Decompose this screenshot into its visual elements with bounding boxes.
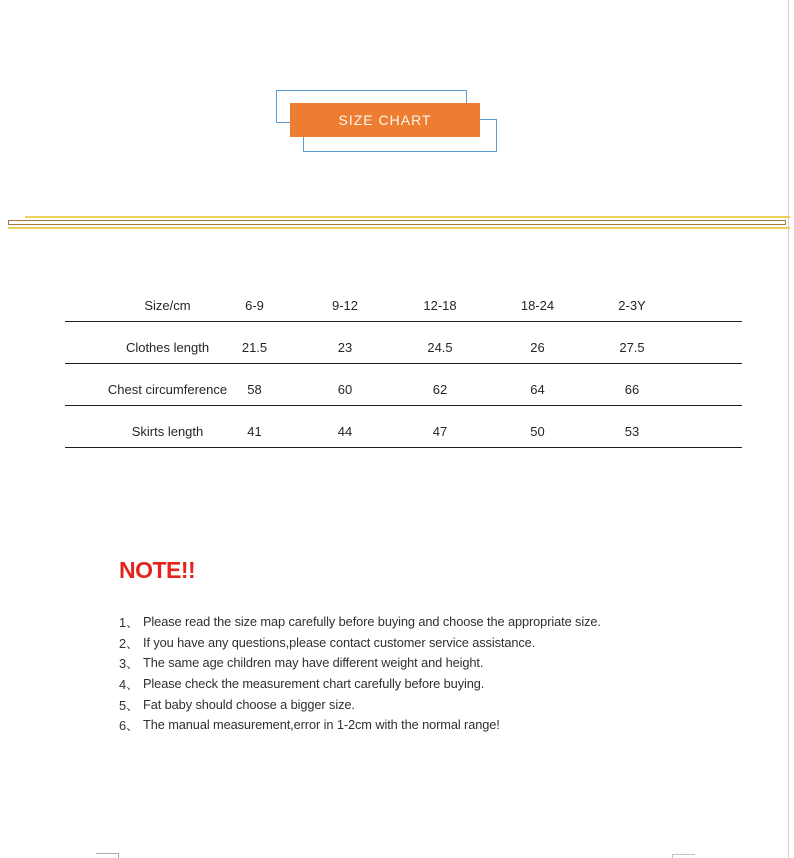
table-cell: 24.5 bbox=[427, 339, 453, 355]
table-cell: 41 bbox=[247, 423, 262, 439]
divider-yellow-line-top bbox=[25, 216, 790, 218]
row-label: Skirts length bbox=[131, 423, 204, 439]
note-item-text: Fat baby should choose a bigger size. bbox=[143, 696, 355, 712]
size-table-col-header: 2-3Y bbox=[618, 297, 646, 313]
table-cell: 47 bbox=[432, 423, 448, 439]
table-cell: 60 bbox=[337, 381, 353, 397]
size-table-col-header: 18-24 bbox=[520, 297, 555, 313]
size-table-col-header: 6-9 bbox=[245, 297, 264, 313]
note-heading: NOTE!! bbox=[119, 557, 196, 583]
size-table-spacer-cell bbox=[678, 321, 742, 363]
size-chart-banner-title: SIZE CHART bbox=[338, 112, 432, 128]
divider-brown-line bbox=[8, 220, 786, 225]
size-table-col-header: 9-12 bbox=[331, 297, 359, 313]
note-list bbox=[119, 611, 679, 735]
row-label: Chest circumference bbox=[107, 381, 228, 397]
table-cell: 23 bbox=[337, 339, 353, 355]
size-table-header-label: Size/cm bbox=[144, 297, 191, 313]
note-item bbox=[119, 632, 679, 653]
note-item-text: Please read the size map carefully before buying and choose the appropriate size. bbox=[143, 613, 601, 629]
bottom-partial-box-left bbox=[96, 853, 119, 858]
size-table-spacer-cell bbox=[678, 363, 742, 405]
table-cell: 64 bbox=[530, 381, 545, 397]
table-cell: 27.5 bbox=[619, 339, 645, 355]
note-item bbox=[119, 652, 679, 673]
table-cell: 58 bbox=[247, 381, 262, 397]
row-label: Clothes length bbox=[125, 339, 210, 355]
size-table-header-row bbox=[65, 279, 742, 321]
note-item-number: 1、 bbox=[119, 614, 139, 630]
size-table-spacer-cell bbox=[678, 405, 742, 447]
size-table bbox=[65, 279, 742, 448]
table-cell: 26 bbox=[530, 339, 545, 355]
table-cell: 50 bbox=[530, 423, 545, 439]
divider-yellow-line-bottom bbox=[8, 227, 790, 229]
size-table-row-skirts-length bbox=[65, 405, 742, 447]
note-item-text: The manual measurement,error in 1-2cm with the normal range! bbox=[143, 717, 500, 733]
table-cell: 62 bbox=[432, 381, 448, 397]
note-item-number: 2、 bbox=[119, 635, 139, 651]
note-item-number: 4、 bbox=[119, 676, 139, 692]
table-cell: 44 bbox=[337, 423, 353, 439]
note-item-number: 6、 bbox=[119, 718, 139, 734]
note-item-number: 5、 bbox=[119, 697, 139, 713]
note-item bbox=[119, 694, 679, 715]
note-item bbox=[119, 673, 679, 694]
note-item bbox=[119, 611, 679, 632]
size-table-row-clothes-length bbox=[65, 321, 742, 363]
size-chart-banner bbox=[290, 103, 480, 137]
size-table-col-header: 12-18 bbox=[423, 297, 457, 313]
table-cell: 21.5 bbox=[241, 339, 268, 355]
page-right-edge-line bbox=[788, 0, 789, 858]
table-cell: 66 bbox=[624, 381, 640, 397]
note-item-text: The same age children may have different weight and height. bbox=[143, 655, 484, 671]
note-item bbox=[119, 714, 679, 735]
size-table-row-chest-circumference bbox=[65, 363, 742, 405]
note-item-text: If you have any questions,please contact customer service assistance. bbox=[143, 634, 536, 650]
note-item-number: 3、 bbox=[119, 656, 139, 672]
table-cell: 53 bbox=[624, 423, 640, 439]
size-table-spacer-cell bbox=[678, 279, 742, 321]
bottom-partial-box-right bbox=[672, 854, 695, 858]
note-item-text: Please check the measurement chart carefully before buying. bbox=[143, 675, 485, 691]
